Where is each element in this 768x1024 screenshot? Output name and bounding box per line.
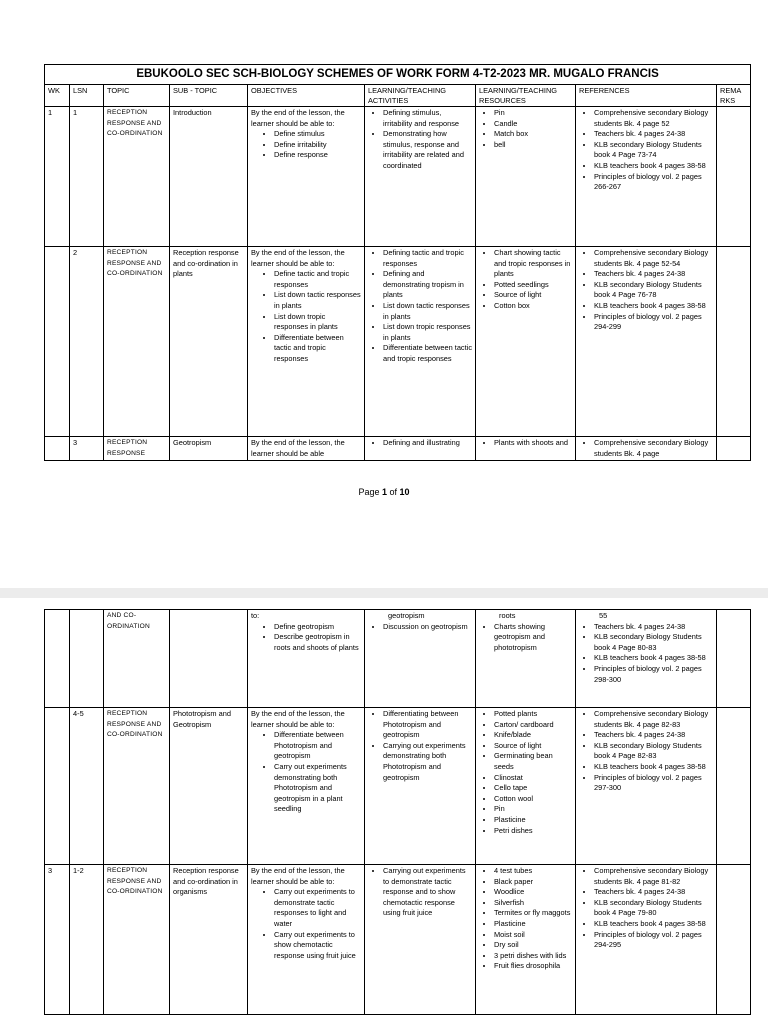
- resources-cell: [476, 610, 576, 708]
- reference-list: [579, 622, 713, 686]
- resource-item: • Charts showing geotropism and phototropism: [494, 622, 572, 654]
- header-topic: TOPIC: [104, 85, 170, 107]
- resource-list: [479, 866, 572, 972]
- remarks-cell: [717, 247, 751, 437]
- objectives-cell: [248, 247, 365, 437]
- activity-list: [368, 108, 472, 172]
- reference-item: • KLB teachers book 4 pages 38-58: [594, 762, 713, 773]
- page-number: [0, 487, 768, 497]
- reference-item: • Comprehensive secondary Biology students Bk. 4 page: [594, 438, 713, 459]
- activity-list: [368, 622, 472, 633]
- reference-item: • Principles of biology vol. 2 pages 297-300: [594, 773, 713, 794]
- objective-list: [251, 269, 361, 364]
- activity-list: [368, 866, 472, 919]
- scheme-table-page-2: [44, 609, 751, 1015]
- activity-item: • Defining and illustrating: [383, 438, 472, 449]
- activity-item: • Defining tactic and tropic responses: [383, 248, 472, 269]
- resource-item: • Plasticine: [494, 815, 572, 826]
- page-of-label: of: [387, 487, 400, 497]
- lesson-cell: [70, 610, 104, 708]
- reference-list: [579, 248, 713, 333]
- reference-item: • Teachers bk. 4 pages 24-38: [594, 622, 713, 633]
- lesson-cell: 2: [70, 247, 104, 437]
- subtopic-cell: Phototropism and Geotropism: [170, 708, 248, 865]
- activity-list: [368, 438, 472, 449]
- resource-item: • Pin: [494, 108, 572, 119]
- objectives-cell: [248, 437, 365, 461]
- objective-list: [251, 622, 361, 654]
- activity-item: • Differentiate between tactic and tropic responses: [383, 343, 472, 364]
- references-cell: [576, 610, 717, 708]
- table-row: [45, 107, 751, 247]
- objective-list: [251, 887, 361, 961]
- objective-item: • List down tactic responses in plants: [274, 290, 361, 311]
- reference-item: • Principles of biology vol. 2 pages 266-267: [594, 172, 713, 193]
- resources-cell: [476, 865, 576, 1015]
- activity-list: [368, 248, 472, 365]
- reference-item: • KLB teachers book 4 pages 38-58: [594, 301, 713, 312]
- remarks-cell: [717, 865, 751, 1015]
- topic-cell: RECEPTION RESPONSE: [104, 437, 170, 461]
- objective-item: • List down tropic responses in plants: [274, 312, 361, 333]
- resource-list: [479, 438, 572, 449]
- subtopic-cell: Reception response and co-ordination in organisms: [170, 865, 248, 1015]
- resource-item: • Cotton wool: [494, 794, 572, 805]
- reference-item: • KLB secondary Biology Students book 4 Page 79-80: [594, 898, 713, 919]
- objective-item: • Differentiate between Phototropism and geotropism: [274, 730, 361, 762]
- reference-item: • Comprehensive secondary Biology students Bk. 4 page 81-82: [594, 866, 713, 887]
- subtopic-cell: Introduction: [170, 107, 248, 247]
- header-lsn: LSN: [70, 85, 104, 107]
- activity-item: • List down tropic responses in plants: [383, 322, 472, 343]
- resource-item: • Carton/ cardboard: [494, 720, 572, 731]
- resource-item: • bell: [494, 140, 572, 151]
- resource-item: • Potted plants: [494, 709, 572, 720]
- objective-item: • Carry out experiments demonstrating both Phototropism and geotropism in a plant seedling: [274, 762, 361, 815]
- objectives-intro: By the end of the lesson, the learner should be able to:: [251, 709, 345, 729]
- objectives-cell: [248, 107, 365, 247]
- reference-list: [579, 866, 713, 951]
- resource-item: • Candle: [494, 119, 572, 130]
- reference-item: • Comprehensive secondary Biology students Bk. 4 page 52-54: [594, 248, 713, 269]
- topic-cell: AND CO-ORDINATION: [104, 610, 170, 708]
- reference-item: • Principles of biology vol. 2 pages 294-295: [594, 930, 713, 951]
- reference-item: • KLB secondary Biology Students book 4 Page 82-83: [594, 741, 713, 762]
- activity-item: • Discussion on geotropism: [383, 622, 472, 633]
- lesson-cell: 4-5: [70, 708, 104, 865]
- objectives-intro: By the end of the lesson, the learner should be able to:: [251, 108, 345, 128]
- reference-item: • Comprehensive secondary Biology students Bk. 4 page 52: [594, 108, 713, 129]
- resource-item: • Moist soil: [494, 930, 572, 941]
- objectives-intro: By the end of the lesson, the learner should be able to:: [251, 248, 345, 268]
- references-cell: [576, 437, 717, 461]
- resource-item: • Pin: [494, 804, 572, 815]
- table-row: [45, 247, 751, 437]
- references-cell: [576, 247, 717, 437]
- resource-item: • Potted seedlings: [494, 280, 572, 291]
- topic-cell: RECEPTION RESPONSE AND CO-ORDINATION: [104, 247, 170, 437]
- reference-item: • Comprehensive secondary Biology students Bk. 4 page 82-83: [594, 709, 713, 730]
- reference-item: • KLB secondary Biology Students book 4 Page 80-83: [594, 632, 713, 653]
- page-total: 10: [399, 487, 410, 497]
- subtopic-cell: [170, 610, 248, 708]
- objective-list: [251, 129, 361, 161]
- activity-item: • Defining stimulus, irritability and response: [383, 108, 472, 129]
- reference-item: • KLB secondary Biology Students book 4 Page 73-74: [594, 140, 713, 161]
- resource-item: • Petri dishes: [494, 826, 572, 837]
- reference-list: [579, 709, 713, 794]
- resource-item: • Woodlice: [494, 887, 572, 898]
- activities-cell: [365, 437, 476, 461]
- page-current: 1: [381, 487, 387, 497]
- resource-list: [479, 108, 572, 150]
- resource-item: • Dry soil: [494, 940, 572, 951]
- activity-item: • List down tactic responses in plants: [383, 301, 472, 322]
- resource-item: • Plants with shoots and: [494, 438, 572, 449]
- resource-item: • Cotton box: [494, 301, 572, 312]
- resource-item: • Knife/blade: [494, 730, 572, 741]
- objective-item: • Describe geotropism in roots and shoots of plants: [274, 632, 361, 653]
- objective-item: • Carry out experiments to demonstrate tactic responses to light and water: [274, 887, 361, 929]
- objective-item: • Define tactic and tropic responses: [274, 269, 361, 290]
- reference-item: • Teachers bk. 4 pages 24-38: [594, 730, 713, 741]
- topic-cell: RECEPTION RESPONSE AND CO-ORDINATION: [104, 708, 170, 865]
- resource-item: • Black paper: [494, 877, 572, 888]
- subtopic-cell: Reception response and co-ordination in plants: [170, 247, 248, 437]
- resource-list: [479, 709, 572, 836]
- reference-item: • KLB secondary Biology Students book 4 Page 76-78: [594, 280, 713, 301]
- reference-item: • KLB teachers book 4 pages 38-58: [594, 161, 713, 172]
- header-resources: LEARNING/TEACHING RESOURCES: [476, 85, 576, 107]
- header-activities: LEARNING/TEACHING ACTIVITIES: [365, 85, 476, 107]
- header-subtopic: SUB - TOPIC: [170, 85, 248, 107]
- objective-item: • Define response: [274, 150, 361, 161]
- page-label: Page: [358, 487, 382, 497]
- table-row: [45, 610, 751, 708]
- header-references: REFERENCES: [576, 85, 717, 107]
- resource-item: • Silverfish: [494, 898, 572, 909]
- reference-item: • Principles of biology vol. 2 pages 298-300: [594, 664, 713, 685]
- objectives-cell: [248, 708, 365, 865]
- week-cell: 3: [45, 865, 70, 1015]
- objective-list: [251, 730, 361, 815]
- activities-cell: [365, 610, 476, 708]
- week-cell: [45, 610, 70, 708]
- resource-item: • Source of light: [494, 290, 572, 301]
- scheme-table-page-1: [44, 64, 751, 461]
- header-remarks: REMA RKS: [717, 85, 751, 107]
- activity-item: • Defining and demonstrating tropism in plants: [383, 269, 472, 301]
- objectives-intro: By the end of the lesson, the learner should be able: [251, 438, 345, 458]
- objectives-cell: [248, 610, 365, 708]
- objective-item: • Carry out experiments to show chemotactic response using fruit juice: [274, 930, 361, 962]
- page-1-rows: [45, 107, 751, 461]
- objective-item: • Define irritability: [274, 140, 361, 151]
- objective-item: • Differentiate between tactic and tropic responses: [274, 333, 361, 365]
- references-cell: [576, 708, 717, 865]
- reference-item: • Principles of biology vol. 2 pages 294-299: [594, 312, 713, 333]
- objectives-cell: [248, 865, 365, 1015]
- resources-cell: [476, 107, 576, 247]
- remarks-cell: [717, 708, 751, 865]
- week-cell: [45, 708, 70, 865]
- resource-item: • Plasticine: [494, 919, 572, 930]
- header-objectives: OBJECTIVES: [248, 85, 365, 107]
- lesson-cell: 3: [70, 437, 104, 461]
- remarks-cell: [717, 610, 751, 708]
- resource-item: • Termites or fly maggots: [494, 908, 572, 919]
- reference-continued: 55: [599, 611, 608, 620]
- remarks-cell: [717, 107, 751, 247]
- activities-cell: [365, 247, 476, 437]
- activities-cell: [365, 107, 476, 247]
- resource-item: • 4 test tubes: [494, 866, 572, 877]
- lesson-cell: 1-2: [70, 865, 104, 1015]
- page-2-rows: [45, 610, 751, 1015]
- table-row: [45, 708, 751, 865]
- resources-cell: [476, 247, 576, 437]
- activities-cell: [365, 865, 476, 1015]
- reference-item: • KLB teachers book 4 pages 38-58: [594, 919, 713, 930]
- activity-item: • Carrying out experiments demonstrating both Phototropism and geotropism: [383, 741, 472, 783]
- reference-item: • KLB teachers book 4 pages 38-58: [594, 653, 713, 664]
- topic-cell: RECEPTION RESPONSE AND CO-ORDINATION: [104, 865, 170, 1015]
- week-cell: 1: [45, 107, 70, 247]
- resource-item: • 3 petri dishes with lids: [494, 951, 572, 962]
- resource-item: • Fruit flies drosophila: [494, 961, 572, 972]
- activity-continued: geotropism: [388, 611, 425, 620]
- activity-list: [368, 709, 472, 783]
- resources-cell: [476, 437, 576, 461]
- document-title: EBUKOOLO SEC SCH-BIOLOGY SCHEMES OF WORK FORM 4-T2-2023 MR. MUGALO FRANCIS: [45, 65, 751, 85]
- resource-list: [479, 622, 572, 654]
- week-cell: [45, 247, 70, 437]
- objectives-intro: By the end of the lesson, the learner should be able to:: [251, 866, 345, 886]
- resource-item: • Cello tape: [494, 783, 572, 794]
- reference-list: [579, 108, 713, 193]
- week-cell: [45, 437, 70, 461]
- activities-cell: [365, 708, 476, 865]
- reference-item: • Teachers bk. 4 pages 24-38: [594, 269, 713, 280]
- resource-item: • Source of light: [494, 741, 572, 752]
- resource-item: • Clinostat: [494, 773, 572, 784]
- subtopic-cell: Geotropism: [170, 437, 248, 461]
- resource-list: [479, 248, 572, 312]
- resource-item: • Chart showing tactic and tropic responses in plants: [494, 248, 572, 280]
- resource-item: • Match box: [494, 129, 572, 140]
- reference-list: [579, 438, 713, 459]
- table-row: [45, 437, 751, 461]
- header-wk: WK: [45, 85, 70, 107]
- reference-item: • Teachers bk. 4 pages 24-38: [594, 129, 713, 140]
- objective-item: • Define geotropism: [274, 622, 361, 633]
- references-cell: [576, 865, 717, 1015]
- objective-item: • Define stimulus: [274, 129, 361, 140]
- resource-continued: roots: [499, 611, 516, 620]
- lesson-cell: 1: [70, 107, 104, 247]
- document-page-2: [0, 598, 768, 1024]
- topic-cell: RECEPTION RESPONSE AND CO-ORDINATION: [104, 107, 170, 247]
- resources-cell: [476, 708, 576, 865]
- references-cell: [576, 107, 717, 247]
- remarks-cell: [717, 437, 751, 461]
- activity-item: • Demonstrating how stimulus, response and irritability are related and coordinated: [383, 129, 472, 171]
- objectives-intro: to:: [251, 611, 260, 620]
- resource-item: • Germinating bean seeds: [494, 751, 572, 772]
- table-row: [45, 865, 751, 1015]
- reference-item: • Teachers bk. 4 pages 24-38: [594, 887, 713, 898]
- activity-item: • Differentiating between Phototropism and geotropism: [383, 709, 472, 741]
- activity-item: • Carrying out experiments to demonstrate tactic response and to show chemotactic response using fruit juice: [383, 866, 472, 919]
